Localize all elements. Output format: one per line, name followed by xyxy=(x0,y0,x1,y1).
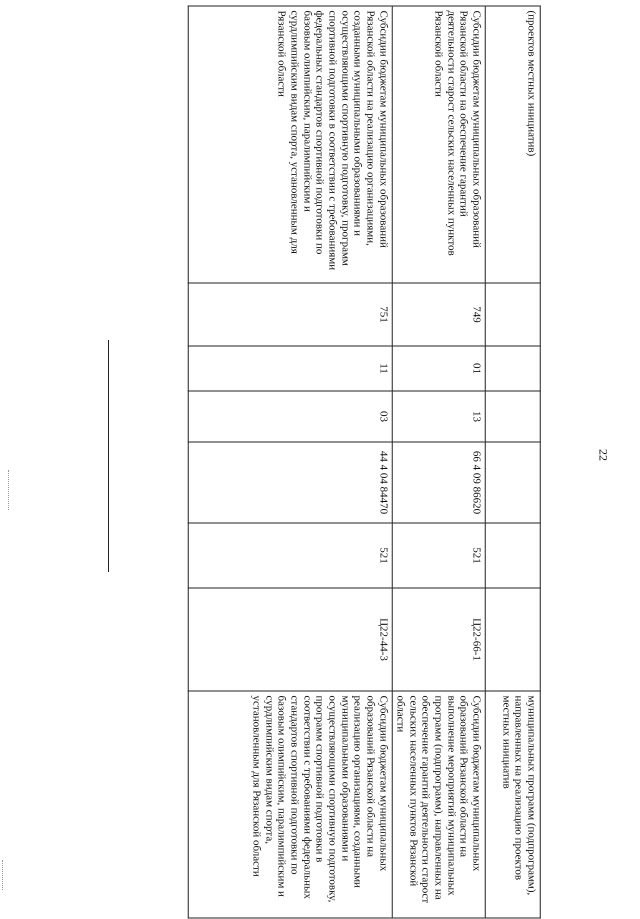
margin-rule xyxy=(108,340,109,572)
cell-description: Субсидии бюджетам муниципальных образований Рязанской области на выполнение мероприятий муниципальных программ (подпрограмм), направленных на обеспечение гарантий деятельности старост сельских населенных пунктов Рязанской области xyxy=(391,691,484,918)
cell-razdel xyxy=(485,346,540,391)
cell-vr xyxy=(485,523,540,588)
cell-glava: 751 xyxy=(187,283,391,346)
rotated-table-area xyxy=(192,10,538,904)
cell-csr xyxy=(485,442,540,523)
scan-mark xyxy=(8,470,10,510)
cell-code xyxy=(485,588,540,691)
table-row xyxy=(485,6,540,918)
cell-name: (проектов местных инициатив) xyxy=(485,6,540,283)
cell-csr: 66 4 09 86620 xyxy=(391,442,484,523)
cell-code: Ц22-66-1 xyxy=(391,588,484,691)
cell-name: Субсидии бюджетам муниципальных образований Рязанской области на обеспечение гарантий деятельности старост сельских населенных пунктов Рязанской области xyxy=(391,6,484,283)
page-number: 22 xyxy=(596,449,611,461)
cell-description: Субсидии бюджетам муниципальных образований Рязанской области на реализацию организациями, созданными муниципальными образованиями и осуществляющими спортивную подготовку, программ спортивной подготовки в соответствии с требованиями федеральных стандартов спортивной подготовки по базовым олимпийским, паралимпийским и сурдлимпийским видам спорта, установленным для Рязанской области xyxy=(187,691,391,918)
table-row xyxy=(391,6,484,918)
cell-razdel: 11 xyxy=(187,346,391,391)
cell-podrazdel xyxy=(485,391,540,442)
cell-glava xyxy=(485,283,540,346)
cell-podrazdel: 13 xyxy=(391,391,484,442)
cell-code: Ц22-44-3 xyxy=(187,588,391,691)
cell-vr: 521 xyxy=(391,523,484,588)
cell-razdel: 01 xyxy=(391,346,484,391)
budget-table xyxy=(187,6,540,919)
cell-description: муниципальных программ (подпрограмм), направленных на реализацию проектов местных инициатив xyxy=(485,691,540,918)
scan-mark xyxy=(2,860,4,890)
cell-podrazdel: 03 xyxy=(187,391,391,442)
table-row xyxy=(187,6,391,918)
cell-name: Субсидии бюджетам муниципальных образований Рязанской области на реализацию организациями, созданными муниципальными образованиями и осуществляющими спортивную подготовку, программ спортивной подготовки в соответствии с требованиями федеральных стандартов спортивной подготовки по базовым олимпийским, паралимпийским и сурдлимпийским видам спорта, установленным для Рязанской области xyxy=(187,6,391,283)
cell-vr: 521 xyxy=(187,523,391,588)
cell-glava: 749 xyxy=(391,283,484,346)
cell-csr: 44 4 04 84470 xyxy=(187,442,391,523)
